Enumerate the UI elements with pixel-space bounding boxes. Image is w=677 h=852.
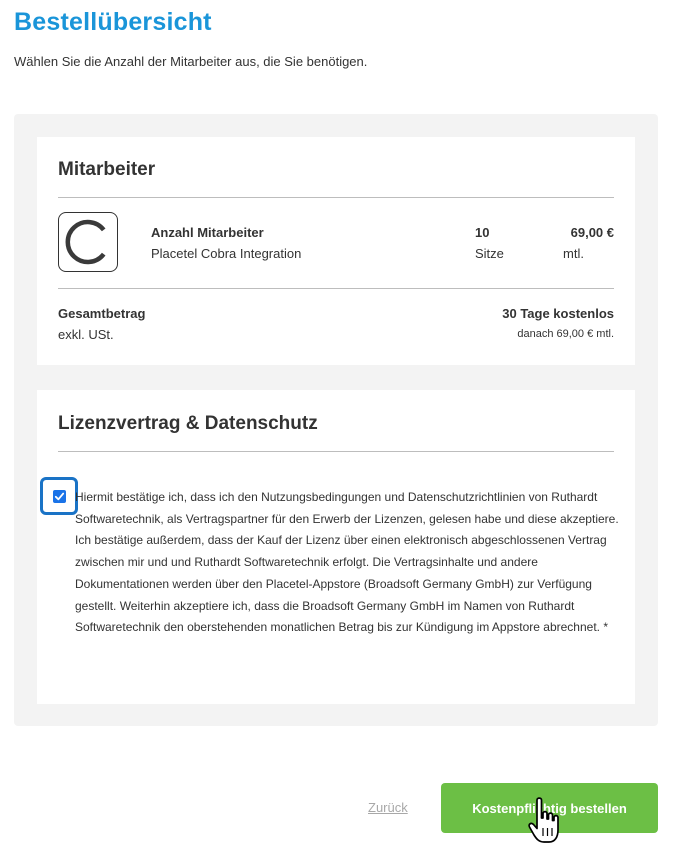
consent-text: Hiermit bestätige ich, dass ich den Nutzungsbedingungen und Datenschutzrichtlinien von Ruthardt Softwaretechnik, als Vertragspartner für den Erwerb der Lizenzen, gelesen habe und diese akzeptiere. Ich bestätige außerdem, dass der Kauf der Lizenz über einen elektronisch abgeschlossenen Vertrag zwischen mir und und Ruthardt Softwaretechnik erfolgt. Die Vertragsinhalte und andere Dokumentationen werden über den Placetel-Appstore (Broadsoft Germany GmbH) zur Verfügung gestellt. Weiterhin akzeptiere ich, dass die Broadsoft Germany GmbH im Namen von Ruthardt Softwaretechnik den oberstehenden monatlichen Betrag bis zur Kündigung im Appstore abrechnet. * [75,490,619,635]
back-link[interactable]: Zurück [368,800,408,815]
quantity-value: 10 [475,225,490,240]
license-title: Lizenzvertrag & Datenschutz [58,413,318,434]
checkmark-icon [53,490,66,503]
total-label: Gesamtbetrag [58,306,146,321]
divider [58,197,614,198]
after-trial-text: danach 69,00 € mtl. [517,328,614,340]
divider [58,451,614,452]
total-note: exkl. USt. [58,327,114,342]
quantity-unit: Sitze [475,246,504,261]
hand-pointer-icon [528,796,568,848]
c-logo-icon [58,212,118,272]
consent-checkbox[interactable] [40,477,78,515]
item-product: Placetel Cobra Integration [151,246,302,261]
trial-text: 30 Tage kostenlos [502,306,614,321]
order-button[interactable]: Kostenpflichtig bestellen [441,783,658,833]
page-title: Bestellübersicht [14,8,212,36]
item-label: Anzahl Mitarbeiter [151,225,264,240]
employees-card [37,137,635,365]
page-subtitle: Wählen Sie die Anzahl der Mitarbeiter aus, die Sie benötigen. [14,54,368,69]
employees-title: Mitarbeiter [58,159,156,180]
price-period: mtl. [563,246,584,261]
divider [58,288,614,289]
price-value: 69,00 € [570,225,614,240]
